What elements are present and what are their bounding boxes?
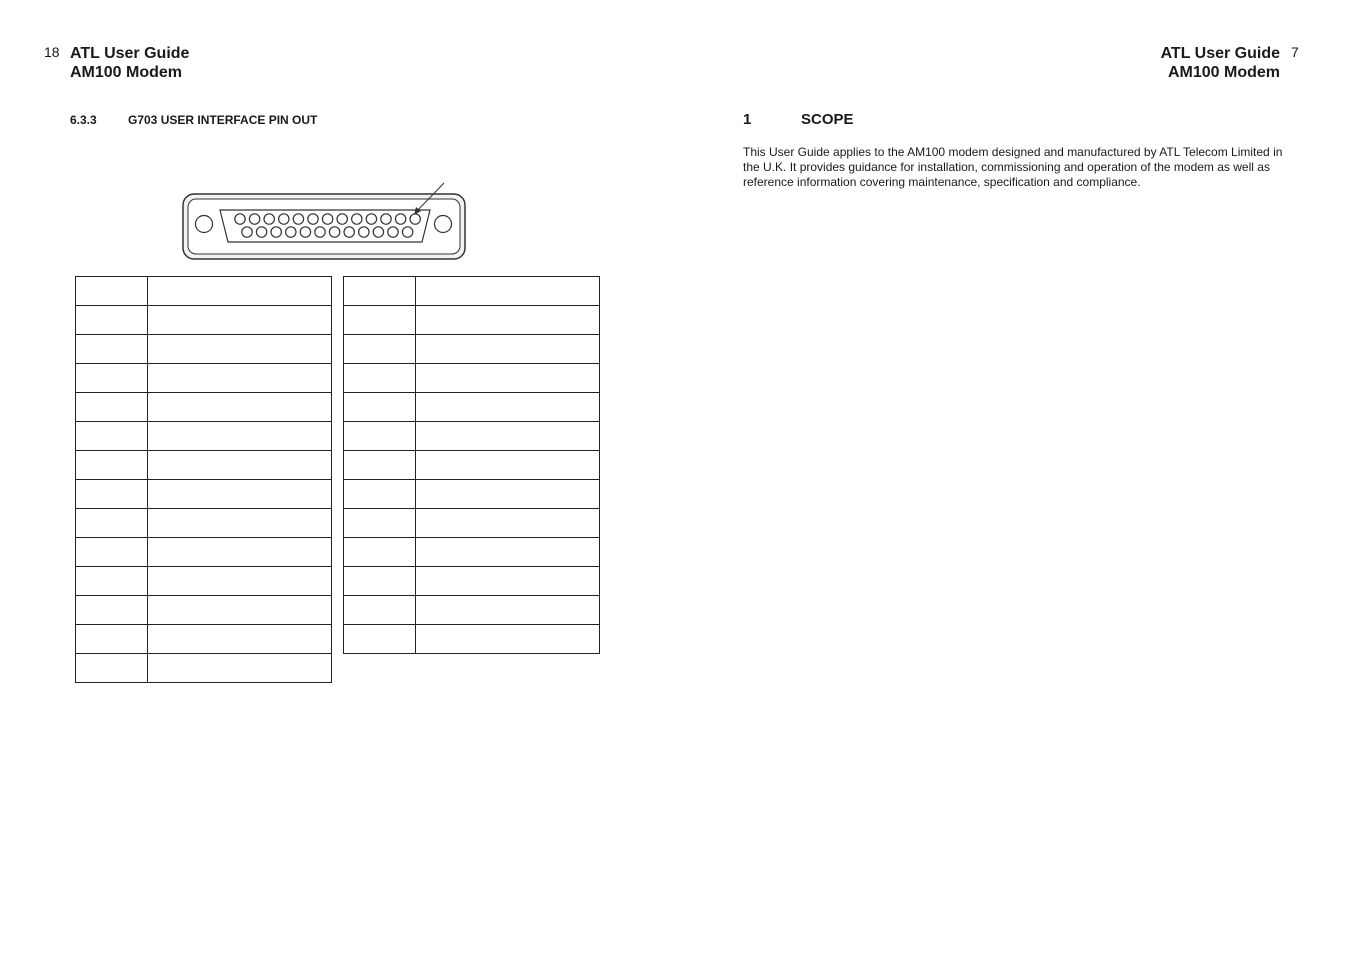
connector-pin [293, 214, 303, 224]
pin-table-row [76, 422, 332, 451]
connector-pin [279, 214, 289, 224]
pin-table-row [76, 277, 332, 306]
pin-table-row [344, 422, 600, 451]
pin-number-cell [344, 567, 416, 596]
pin-number-cell [76, 335, 148, 364]
db25-connector-icon [178, 178, 470, 264]
connector-pin [381, 214, 391, 224]
pin-table-row [76, 538, 332, 567]
connector-pin [322, 214, 332, 224]
connector-pin [373, 227, 383, 237]
pin-signal-cell [416, 625, 600, 654]
right-header-subtitle: AM100 Modem [1167, 64, 1280, 81]
pin-table-row [344, 480, 600, 509]
connector-pin [308, 214, 318, 224]
pin-table-row [344, 306, 600, 335]
left-section-title: G703 USER INTERFACE PIN OUT [128, 113, 318, 127]
left-header [70, 44, 189, 82]
right-header [1161, 44, 1280, 82]
connector-pin [315, 227, 325, 237]
pin-table-row [76, 393, 332, 422]
pin-number-cell [76, 451, 148, 480]
pin-table-left [75, 276, 332, 683]
left-section-heading [70, 113, 317, 127]
pin-table-right [343, 276, 600, 654]
pin-signal-cell [148, 335, 332, 364]
pin-signal-cell [416, 538, 600, 567]
pin-table-row [344, 364, 600, 393]
pin-signal-cell [416, 364, 600, 393]
pin-number-cell [76, 538, 148, 567]
pin-number-cell [344, 422, 416, 451]
pin-number-cell [76, 480, 148, 509]
right-section-number: 1 [743, 111, 752, 128]
pin-table-row [76, 509, 332, 538]
pin-table-row [76, 451, 332, 480]
connector-pin [410, 214, 420, 224]
connector-pin [271, 227, 281, 237]
pin-signal-cell [416, 451, 600, 480]
pin-signal-cell [148, 654, 332, 683]
pin-signal-cell [416, 596, 600, 625]
pin-table-row [76, 596, 332, 625]
pin-signal-cell [416, 422, 600, 451]
pin-number-cell [344, 596, 416, 625]
pin-signal-cell [148, 277, 332, 306]
pin-number-cell [76, 364, 148, 393]
pin-table-row [76, 335, 332, 364]
pin-signal-cell [148, 364, 332, 393]
right-section-title: SCOPE [801, 111, 854, 128]
pin-signal-cell [148, 422, 332, 451]
pin-table-row [76, 654, 332, 683]
pin-signal-cell [416, 567, 600, 596]
pin-table-row [76, 364, 332, 393]
pin-table-row [344, 451, 600, 480]
connector-pin [395, 214, 405, 224]
pin-number-cell [344, 480, 416, 509]
pin-signal-cell [416, 480, 600, 509]
pin-number-cell [76, 393, 148, 422]
pin-number-cell [76, 422, 148, 451]
pin-table-row [344, 393, 600, 422]
connector-pin [402, 227, 412, 237]
connector-pin [329, 227, 339, 237]
pin-number-cell [76, 277, 148, 306]
pin-signal-cell [148, 596, 332, 625]
left-page-number: 18 [44, 44, 60, 60]
right-section-heading [743, 111, 854, 128]
pin-signal-cell [416, 335, 600, 364]
right-header-title: ATL User Guide [1160, 45, 1280, 62]
pin-table-row [76, 567, 332, 596]
pin-signal-cell [148, 451, 332, 480]
pin-number-cell [344, 451, 416, 480]
left-header-title: ATL User Guide [70, 45, 190, 62]
pin-number-cell [76, 654, 148, 683]
pin-signal-cell [416, 277, 600, 306]
pin-number-cell [76, 509, 148, 538]
connector-pin [359, 227, 369, 237]
pin-number-cell [344, 393, 416, 422]
connector-pin [256, 227, 266, 237]
pin-table-row [344, 509, 600, 538]
connector-pin [235, 214, 245, 224]
pin-signal-cell [416, 393, 600, 422]
connector-pin [352, 214, 362, 224]
pin-number-cell [76, 596, 148, 625]
pin-number-cell [344, 306, 416, 335]
pin-signal-cell [148, 480, 332, 509]
pin-table-row [344, 335, 600, 364]
connector-pin [388, 227, 398, 237]
connector-pin [286, 227, 296, 237]
connector-pin [337, 214, 347, 224]
pin-signal-cell [416, 306, 600, 335]
pin-number-cell [344, 335, 416, 364]
connector-pin [344, 227, 354, 237]
pin-signal-cell [148, 625, 332, 654]
pin-number-cell [344, 625, 416, 654]
pin-table-row [76, 306, 332, 335]
pin-number-cell [76, 567, 148, 596]
left-header-subtitle: AM100 Modem [70, 64, 183, 81]
pin-number-cell [344, 509, 416, 538]
pin-table-row [344, 567, 600, 596]
left-section-number: 6.3.3 [70, 113, 97, 127]
right-page-number: 7 [1291, 44, 1299, 60]
pin-signal-cell [148, 393, 332, 422]
pin-number-cell [344, 364, 416, 393]
pin-signal-cell [148, 509, 332, 538]
pin-number-cell [76, 306, 148, 335]
connector-pin [264, 214, 274, 224]
connector-pin [242, 227, 252, 237]
pin-table-row [344, 596, 600, 625]
pin-number-cell [344, 277, 416, 306]
pin-signal-cell [148, 538, 332, 567]
pin-table-row [76, 480, 332, 509]
scope-paragraph: This User Guide applies to the AM100 modem designed and manufactured by ATL Telecom Limited in the U.K. It provides guidance for installation, commissioning and operation of the modem as well as reference information covering maintenance, specification and compliance. [743, 145, 1283, 189]
pin-number-cell [344, 538, 416, 567]
connector-pin [366, 214, 376, 224]
pin-table-row [76, 625, 332, 654]
pin-signal-cell [148, 567, 332, 596]
pin-number-cell [76, 625, 148, 654]
pin-table-row [344, 538, 600, 567]
pin-table-row [344, 277, 600, 306]
connector-pin [249, 214, 259, 224]
pin-signal-cell [416, 509, 600, 538]
connector-pin [300, 227, 310, 237]
pin-table-row [344, 625, 600, 654]
pin-signal-cell [148, 306, 332, 335]
